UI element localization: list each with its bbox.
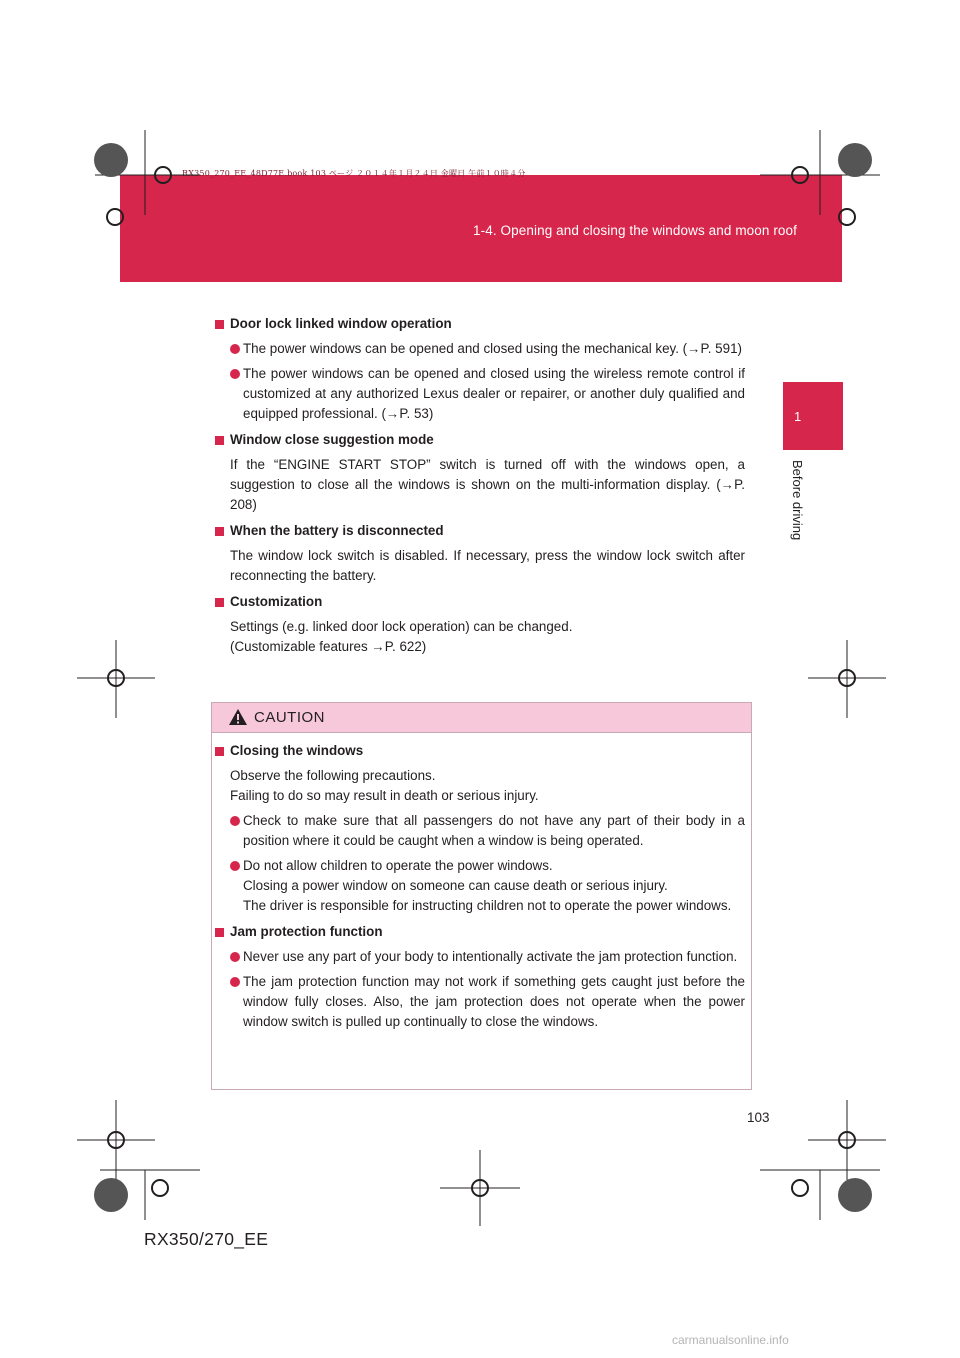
section-heading: Door lock linked window operation	[215, 314, 745, 334]
caution-heading: Closing the windows	[215, 741, 745, 761]
section-heading: Window close suggestion mode	[215, 430, 745, 450]
bullet-item: The power windows can be opened and closed using the mechanical key. (→P. 591)	[215, 339, 745, 359]
paragraph: The window lock switch is disabled. If necessary, press the window lock switch after reconnecting the battery.	[230, 548, 745, 583]
paragraph: If the “ENGINE START STOP” switch is turned off with the windows open, a suggestion to close all the windows is shown on the multi-information display. (→P. 208)	[230, 457, 745, 512]
print-info: RX350_270_EE_48D77E.book 103 ページ ２０１４年１月２４日 金曜日 午前１０時４分	[182, 169, 526, 178]
section-heading: Customization	[215, 592, 745, 612]
bullet-line: Do not allow children to operate the power windows.	[243, 858, 553, 873]
bullet-item: The jam protection function may not work if something gets caught just before the window fully closes. Also, the jam protection does not operate when the power window switch is pulled up continually to close the windows.	[215, 972, 745, 1032]
model-code: RX350/270_EE	[144, 1229, 269, 1249]
watermark-link[interactable]: carmanualsonline.info	[672, 1333, 789, 1347]
chapter-number: 1	[794, 409, 802, 424]
chapter-label: Before driving	[790, 460, 805, 541]
paragraph: (Customizable features →P. 622)	[230, 639, 427, 654]
page-number: 103	[747, 1110, 770, 1125]
bullet-line: The driver is responsible for instructing children not to operate the power windows.	[243, 898, 732, 913]
section-title: 1-4. Opening and closing the windows and moon roof	[473, 223, 797, 238]
bullet-item: Check to make sure that all passengers do not have any part of their body in a position where it could be caught when a window is being operated.	[215, 811, 745, 851]
section-heading: When the battery is disconnected	[215, 521, 745, 541]
bullet-item: The power windows can be opened and closed using the wireless remote control if customized at any authorized Lexus dealer or repairer, or another duly qualified and equipped professional. (→P. 53)	[215, 364, 745, 424]
caution-label: CAUTION	[254, 709, 325, 726]
paragraph: Settings (e.g. linked door lock operation) can be changed.	[230, 619, 573, 634]
bullet-line: Closing a power window on someone can cause death or serious injury.	[243, 878, 668, 893]
bullet-item: Never use any part of your body to intentionally activate the jam protection function.	[215, 947, 745, 967]
paragraph: Observe the following precautions.	[230, 768, 436, 783]
paragraph: Failing to do so may result in death or serious injury.	[230, 788, 539, 803]
caution-heading: Jam protection function	[215, 922, 745, 942]
